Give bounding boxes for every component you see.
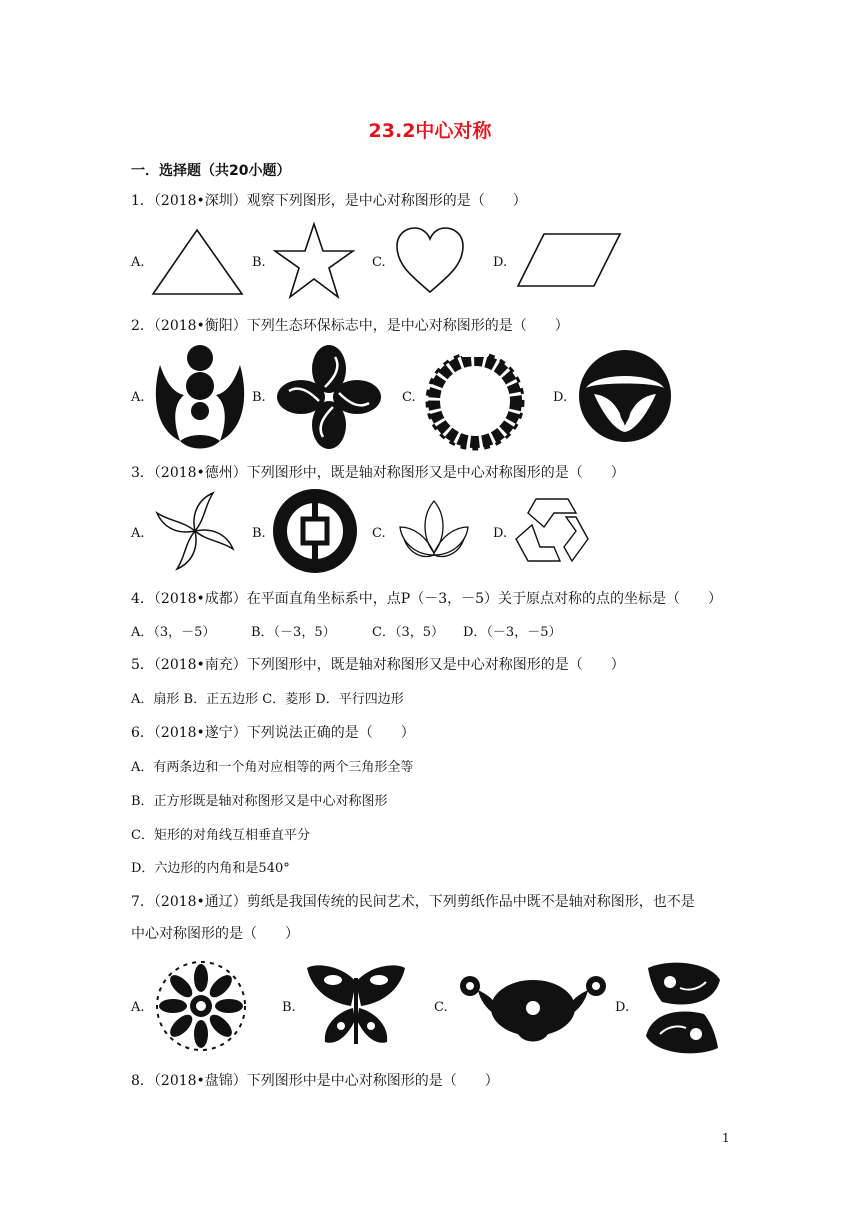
- q6-option-c: C．矩形的对角线互相垂直平分: [131, 828, 310, 843]
- q2-option-b: B.: [252, 390, 266, 405]
- green-food-logo-figure: [578, 346, 672, 446]
- question-8: 8．（2018•盘锦）下列图形中是中心对称图形的是（ ）: [131, 1073, 499, 1089]
- question-3: 3．（2018•德州）下列图形中，既是轴对称图形又是中心对称图形的是（ ）: [131, 465, 625, 481]
- page-title: 23.2中心对称: [368, 120, 492, 142]
- question-7-line-1: 7．（2018•通辽）剪纸是我国传统的民间艺术，下列剪纸作品中既不是轴对称图形，也不是: [131, 894, 695, 910]
- q2-option-d: D.: [553, 390, 568, 405]
- clover-logo-figure: [275, 345, 383, 450]
- q6-option-d: D．六边形的内角和是540°: [131, 861, 290, 876]
- q7-option-b: B.: [282, 1000, 296, 1015]
- q3-option-d: D.: [493, 526, 508, 541]
- laurel-wreath-figure: [422, 343, 528, 455]
- question-1: 1．（2018•深圳）观察下列图形，是中心对称图形的是（ ）: [131, 193, 527, 209]
- papercut-fish-figure: [640, 958, 726, 1058]
- q2-option-a: A.: [131, 390, 145, 405]
- question-4: 4．（2018•成都）在平面直角坐标系中，点P（－3，－5）关于原点对称的点的坐标是（ ）: [131, 591, 723, 607]
- question-7-line-2: 中心对称图形的是（ ）: [131, 926, 299, 942]
- q7-option-a: A.: [131, 1000, 145, 1015]
- star-figure: [272, 222, 356, 300]
- q1-option-c: C.: [372, 255, 386, 270]
- lotus-figure: [396, 497, 472, 563]
- q7-option-c: C.: [434, 1000, 448, 1015]
- q6-option-b: B．正方形既是轴对称图形又是中心对称图形: [131, 794, 388, 809]
- papercut-flower-figure: [153, 958, 249, 1054]
- q4-option-a: A．（3，－5）: [131, 625, 216, 640]
- triangle-figure: [150, 228, 245, 296]
- q7-option-d: D.: [615, 1000, 630, 1015]
- question-5: 5．（2018•南充）下列图形中，既是轴对称图形又是中心对称图形的是（ ）: [131, 657, 625, 673]
- question-6: 6．（2018•遂宁）下列说法正确的是（ ）: [131, 725, 415, 741]
- q3-option-c: C.: [372, 526, 386, 541]
- recycle-triangle-figure: [514, 497, 590, 563]
- pinwheel-figure: [152, 490, 238, 572]
- tulip-logo-figure: [150, 343, 250, 453]
- q6-option-a: A．有两条边和一个角对应相等的两个三角形全等: [131, 760, 414, 775]
- q4-option-b: B．（－3，5）: [251, 625, 336, 640]
- q3-option-b: B.: [252, 526, 266, 541]
- papercut-butterfly-figure: [303, 962, 409, 1056]
- bank-logo-figure: [271, 487, 359, 575]
- papercut-scroll-figure: [458, 968, 608, 1048]
- q1-option-a: A.: [131, 255, 145, 270]
- heart-figure: [394, 226, 466, 296]
- section-heading: 一．选择题（共20小题）: [131, 163, 291, 179]
- q2-option-c: C.: [402, 390, 416, 405]
- page-number: 1: [722, 1131, 730, 1145]
- q4-option-c: C．（3，5）: [372, 625, 444, 640]
- q5-options: A．扇形 B．正五边形 C．菱形 D．平行四边形: [131, 692, 404, 707]
- q4-option-d: D．（－3，－5）: [463, 625, 562, 640]
- question-2: 2．（2018•衡阳）下列生态环保标志中，是中心对称图形的是（ ）: [131, 318, 569, 334]
- q3-option-a: A.: [131, 526, 145, 541]
- q1-option-d: D.: [493, 255, 508, 270]
- parallelogram-figure: [516, 232, 622, 288]
- q1-option-b: B.: [252, 255, 266, 270]
